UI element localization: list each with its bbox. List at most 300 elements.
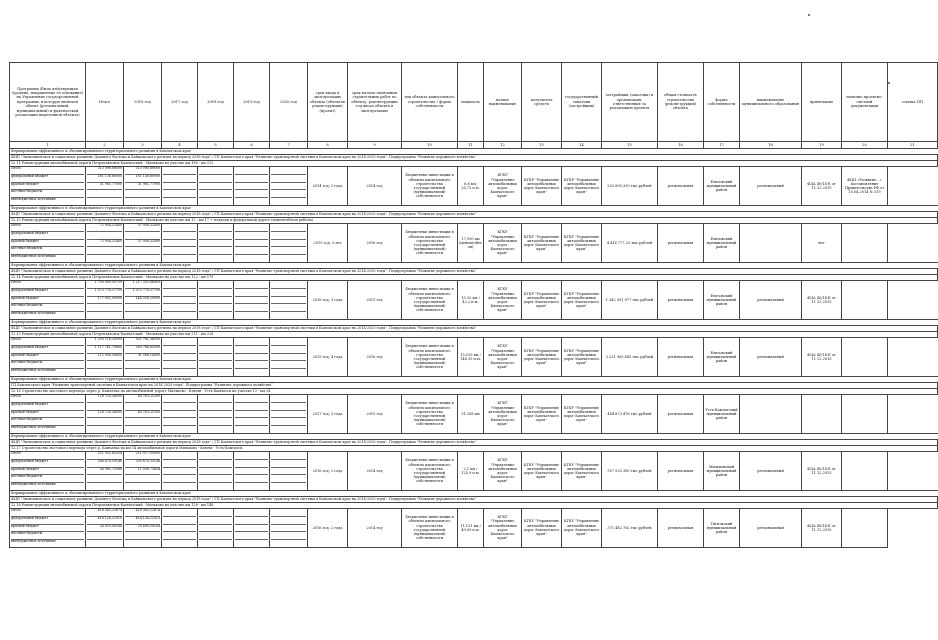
column-number: 18 xyxy=(740,142,802,149)
fin-value xyxy=(163,312,196,319)
fin-value xyxy=(235,369,268,376)
fin-value xyxy=(271,255,306,262)
fin-breakdown xyxy=(163,452,196,490)
fin-value: Итого xyxy=(11,281,84,289)
fin-year-empty xyxy=(234,451,270,490)
fin-breakdown xyxy=(235,224,268,262)
object-row xyxy=(10,337,938,376)
fin-value xyxy=(163,183,196,191)
fin-value: 414 124,22510 xyxy=(125,517,160,525)
fin-breakdown xyxy=(235,452,268,490)
fin-labels xyxy=(10,508,86,547)
fin-value xyxy=(199,460,232,468)
funds-recipient: КГКУ "Управление автомобильных дорог Камчатского края" xyxy=(484,337,522,376)
column-number: 9 xyxy=(348,142,402,149)
column-header: 2018 год xyxy=(198,63,234,142)
fin-value xyxy=(199,183,232,191)
fin-value xyxy=(87,190,122,198)
object-type: Бюджетные инвестиции в объекты капитального строительства государственной (муниципальной) собственности xyxy=(402,451,458,490)
fin-2016 xyxy=(124,451,162,490)
municipality: Елизовский муниципальный район xyxy=(704,280,740,319)
capacity: 15,10 км / 42,2 п.м. xyxy=(458,280,484,319)
column-number: 7 xyxy=(270,142,308,149)
fin-breakdown xyxy=(199,395,232,433)
fin-year-empty xyxy=(162,451,198,490)
fin-value: 91 586,14000 xyxy=(125,354,160,362)
fin-value xyxy=(163,247,196,255)
fin-value xyxy=(163,175,196,183)
column-header: наименование муниципального образования xyxy=(740,63,802,142)
funds-recipient: КГКУ "Управление автомобильных дорог Камчатского края" xyxy=(484,508,522,547)
section-title: Формирование эффективного и сбалансированного территориального развития в Камчатском крае xyxy=(10,205,938,211)
fin-value xyxy=(199,354,232,362)
fin-value: 37 904,32400 xyxy=(125,240,160,248)
column-number: 8 xyxy=(308,142,348,149)
fin-value xyxy=(163,281,196,289)
fin-breakdown xyxy=(271,395,306,433)
fin-value xyxy=(125,540,160,547)
fin-value: 1 073 776,37700 xyxy=(125,289,160,297)
fin-value xyxy=(199,525,232,533)
state-customer: КГКУ "Управление автомобильных дорог Камчатского края" xyxy=(522,394,562,433)
fin-year-empty xyxy=(270,167,308,206)
fin-value xyxy=(199,190,232,198)
fin-value: внебюджетные источники xyxy=(11,425,56,430)
developer: КГКУ "Управление автомобильных дорог Камчатского края" xyxy=(562,394,602,433)
fin-value xyxy=(163,289,196,297)
object-name: 12.17 Строительство мостового перехода через р. Камчатка на км 14 автомобильной дороги Мильково - Ключи - Усть-Камчатск xyxy=(10,445,938,451)
fin-value: Итого xyxy=(11,224,84,232)
fin-year-empty xyxy=(198,337,234,376)
fin-total xyxy=(86,394,124,433)
fin-value xyxy=(271,540,306,547)
note: региональный xyxy=(740,167,802,206)
fin-value xyxy=(235,312,268,319)
fin-value: местные бюджеты xyxy=(11,418,84,426)
fin-value xyxy=(199,369,232,376)
fin-breakdown xyxy=(125,167,160,205)
fin-breakdown xyxy=(235,338,268,376)
fin-value xyxy=(235,304,268,312)
program-ref xyxy=(842,394,888,433)
capacity: 6,6 км; 26,73 п.м. xyxy=(458,167,484,206)
column-header: ссылка ПП xyxy=(888,63,938,142)
fin-value: Итого xyxy=(11,509,84,517)
fin-breakdown xyxy=(199,167,232,205)
fin-value xyxy=(199,247,232,255)
design-docs: ФДА 40/14-Е от 11.12.2015 xyxy=(802,280,842,319)
fin-year-empty xyxy=(198,394,234,433)
fin-value xyxy=(163,198,196,205)
section-title: Формирование эффективного и сбалансированного территориального развития в Камчатском крае xyxy=(10,149,938,155)
fin-value xyxy=(125,190,160,198)
fin-value xyxy=(271,198,306,205)
fin-labels xyxy=(10,394,86,433)
fin-breakdown xyxy=(271,338,306,376)
column-number: 17 xyxy=(704,142,740,149)
fin-breakdown xyxy=(199,224,232,262)
fin-value: федеральный бюджет xyxy=(11,346,84,354)
fin-year-empty xyxy=(234,280,270,319)
commission-term: 2017 год, 3 года xyxy=(308,394,348,433)
fin-breakdown xyxy=(199,452,232,490)
fin-value xyxy=(271,525,306,533)
fin-value xyxy=(163,483,196,490)
fin-year-empty xyxy=(162,508,198,547)
fin-value xyxy=(271,232,306,240)
fin-value xyxy=(271,183,306,191)
fin-value: внебюджетные источники xyxy=(11,539,56,544)
fin-value xyxy=(235,361,268,369)
fin-value xyxy=(235,281,268,289)
fin-breakdown xyxy=(199,338,232,376)
fin-value xyxy=(163,475,196,483)
fin-value: 313 098,88000 xyxy=(87,167,122,175)
fin-value xyxy=(199,304,232,312)
design-docs: нет xyxy=(802,223,842,262)
fin-value xyxy=(87,483,122,490)
fin-value: 24 019,00164 xyxy=(87,525,122,533)
object-type: Бюджетные инвестиции в объекты капитального строительства государственной (муниципальной) собственности xyxy=(402,394,458,433)
column-number: 13 xyxy=(522,142,562,149)
fin-value xyxy=(163,354,196,362)
fin-labels xyxy=(10,167,86,206)
fin-value xyxy=(125,369,160,376)
column-header: полное наименование xyxy=(484,63,522,142)
fin-value: краевой бюджет xyxy=(11,525,84,533)
object-row xyxy=(10,451,938,490)
fin-breakdown xyxy=(11,452,84,490)
ownership: региональная xyxy=(658,280,704,319)
state-customer: КГКУ "Управление автомобильных дорог Камчатского края" xyxy=(522,508,562,547)
fin-year-empty xyxy=(162,280,198,319)
fin-value xyxy=(271,532,306,540)
column-number: 1 xyxy=(10,142,86,149)
fin-value xyxy=(199,395,232,403)
fin-value xyxy=(235,289,268,297)
fin-value xyxy=(87,312,122,319)
fin-value xyxy=(199,509,232,517)
fin-value xyxy=(163,240,196,248)
fin-breakdown xyxy=(11,167,84,205)
object-type: Бюджетные инвестиции в объекты капитального строительства государственной (муниципальной) собственности xyxy=(402,337,458,376)
program-ref xyxy=(842,337,888,376)
municipality: Тигильский муниципальный район xyxy=(704,508,740,547)
fin-value xyxy=(163,525,196,533)
fin-value xyxy=(199,468,232,476)
fin-value: Итого xyxy=(11,395,84,403)
fin-value: местные бюджеты xyxy=(11,475,84,483)
fin-year-empty xyxy=(234,337,270,376)
fin-total xyxy=(86,337,124,376)
fin-value xyxy=(163,403,196,411)
fin-value: 177 002,00000 xyxy=(87,297,122,305)
fin-value xyxy=(271,289,306,297)
fin-value: 1 117 761,79400 xyxy=(87,346,122,354)
fin-value xyxy=(235,255,268,262)
program-title: ГП Камчатского края "Развитие транспортной системы в Камчатском крае на 2014-2020 годы". Подпрограмма "Развитие дорожного хозяйства" xyxy=(10,382,938,388)
fin-value xyxy=(199,483,232,490)
fin-labels xyxy=(10,337,86,376)
fin-value: 313 098,88000 xyxy=(125,167,160,175)
fin-value: федеральный бюджет xyxy=(11,175,84,183)
object-name: 12.15 Реконструкция автомобильной дороги Петропавловск-Камчатский - Мильково на участке км 211 - км 228 xyxy=(10,331,938,337)
commission-term: 2016 год, 3 года xyxy=(308,280,348,319)
fin-value xyxy=(271,175,306,183)
column-header: общая стоимость строительства (реконструкции) объекта xyxy=(658,63,704,142)
fin-value xyxy=(87,247,122,255)
fin-year-empty xyxy=(162,337,198,376)
column-header: мощность xyxy=(458,63,484,142)
fin-value xyxy=(163,346,196,354)
capacity: 51,168 км xyxy=(458,394,484,433)
fin-value xyxy=(271,247,306,255)
section-title: Формирование эффективного и сбалансированного территориального развития в Камчатском крае xyxy=(10,490,938,496)
program-ref xyxy=(842,223,888,262)
fin-breakdown xyxy=(11,395,84,433)
fin-breakdown xyxy=(271,224,306,262)
fin-value: краевой бюджет xyxy=(11,240,84,248)
capacity: 15,019 км / 148,35 п.м. xyxy=(458,337,484,376)
state-customer: КГКУ "Управление автомобильных дорог Камчатского края" xyxy=(522,337,562,376)
fin-labels xyxy=(10,451,86,490)
design-docs: ФДА 40/14-Е от 11.12.2015 xyxy=(802,337,842,376)
fin-value xyxy=(163,167,196,175)
fin-value: Итого xyxy=(11,338,84,346)
total-cost: 532 890,393 тыс.рублей xyxy=(602,167,658,206)
commission-term: 2015 год, 4 года xyxy=(308,337,348,376)
fin-value: 20 600,00164 xyxy=(125,525,160,533)
note: региональный xyxy=(740,280,802,319)
investment-objects-table xyxy=(9,62,938,548)
fin-value: краевой бюджет xyxy=(11,411,84,419)
developer: КГКУ "Управление автомобильных дорог Камчатского края" xyxy=(562,223,602,262)
fin-value: 181 136,60000 xyxy=(125,175,160,183)
fin-value xyxy=(235,483,268,490)
total-cost: 484 873,478 тыс.рублей xyxy=(602,394,658,433)
fin-2016 xyxy=(124,280,162,319)
column-header: 2019 год xyxy=(234,63,270,142)
column-number-row xyxy=(10,142,938,149)
fin-breakdown xyxy=(87,395,122,433)
fin-value xyxy=(271,304,306,312)
fin-value xyxy=(87,198,122,205)
fin-value: федеральный бюджет xyxy=(11,460,84,468)
column-number: 5 xyxy=(198,142,234,149)
fin-value xyxy=(163,232,196,240)
fin-year-empty xyxy=(270,394,308,433)
fin-value: местные бюджеты xyxy=(11,361,84,369)
fin-value: краевой бюджет xyxy=(11,183,84,191)
capacity: 11,151 км / 49,09 п.м. xyxy=(458,508,484,547)
developer: КГКУ "Управление автомобильных дорог Камчатского края" xyxy=(562,167,602,206)
commission-term: 2014 год, 2 года xyxy=(308,167,348,206)
fin-breakdown xyxy=(163,224,196,262)
column-header: получатель средств xyxy=(522,63,562,142)
fin-value: внебюджетные источники xyxy=(11,368,56,373)
design-docs xyxy=(802,394,842,433)
fin-value xyxy=(125,532,160,540)
column-number: 2 xyxy=(86,142,124,149)
fin-breakdown xyxy=(87,452,122,490)
fin-breakdown xyxy=(235,167,268,205)
column-number: 20 xyxy=(842,142,888,149)
works-start: 2014 год xyxy=(348,167,402,206)
fin-breakdown xyxy=(235,395,268,433)
fin-year-empty xyxy=(270,451,308,490)
fin-breakdown xyxy=(125,509,160,547)
fin-breakdown xyxy=(87,281,122,319)
funds-recipient: КГКУ "Управление автомобильных дорог Камчатского края" xyxy=(484,451,522,490)
column-header: примечание xyxy=(802,63,842,142)
fin-value: 31 961,77000 xyxy=(87,183,122,191)
fin-value xyxy=(125,418,160,426)
fin-value xyxy=(271,395,306,403)
fin-breakdown xyxy=(271,509,306,547)
fin-value xyxy=(163,532,196,540)
table-header-row xyxy=(10,63,938,142)
fin-value: краевой бюджет xyxy=(11,354,84,362)
fin-value: местные бюджеты xyxy=(11,304,84,312)
fin-total xyxy=(86,223,124,262)
fin-value xyxy=(199,452,232,460)
column-number: 21 xyxy=(888,142,938,149)
note: региональный xyxy=(740,451,802,490)
fin-year-empty xyxy=(270,280,308,319)
total-cost: 357 520,385 тыс.рублей xyxy=(602,451,658,490)
fin-value xyxy=(235,240,268,248)
fin-value xyxy=(199,297,232,305)
fin-year-empty xyxy=(162,394,198,433)
fin-total xyxy=(86,280,124,319)
fin-breakdown xyxy=(125,224,160,262)
fin-year-empty xyxy=(198,280,234,319)
fin-value: внебюджетные источники xyxy=(11,254,56,259)
works-start: 2014 год xyxy=(348,451,402,490)
column-header: форма собственности xyxy=(704,63,740,142)
fin-year-empty xyxy=(198,223,234,262)
fin-value xyxy=(235,247,268,255)
fin-value xyxy=(163,411,196,419)
fin-value xyxy=(125,247,160,255)
fin-value xyxy=(235,183,268,191)
fin-breakdown xyxy=(235,281,268,319)
fin-value xyxy=(271,452,306,460)
works-start: 2014 год xyxy=(348,508,402,547)
fin-value: 34 981,73388 xyxy=(87,468,122,476)
object-row xyxy=(10,508,938,547)
column-number: 19 xyxy=(802,142,842,149)
fin-value xyxy=(235,190,268,198)
fin-value: 418 343,22674 xyxy=(125,509,160,517)
column-number: 15 xyxy=(602,142,658,149)
fin-value xyxy=(163,224,196,232)
object-name: 12.18 Реконструкция автомобильной дороги Петропавловск-Камчатский - Мильково на участке км 128 - км 148 xyxy=(10,502,938,508)
fin-value xyxy=(199,411,232,419)
object-type: Бюджетные инвестиции в объекты капитального строительства государственной (муниципальной) собственности xyxy=(402,508,458,547)
fin-value xyxy=(271,418,306,426)
fin-value xyxy=(163,361,196,369)
fin-value xyxy=(235,540,268,547)
fin-2016 xyxy=(124,394,162,433)
fin-value xyxy=(87,361,122,369)
developer: КГКУ "Управление автомобильных дорог Камчатского края" xyxy=(562,280,602,319)
object-type: Бюджетные инвестиции в объекты капитального строительства государственной (муниципальной) собственности xyxy=(402,223,458,262)
fin-breakdown xyxy=(11,509,84,547)
fin-value: 11 506,73854 xyxy=(125,468,160,476)
fin-value xyxy=(163,517,196,525)
ownership: региональная xyxy=(658,223,704,262)
fin-breakdown xyxy=(271,167,306,205)
fin-value: 72 904,32400 xyxy=(87,240,122,248)
fin-value xyxy=(163,369,196,376)
section-title: Формирование эффективного и сбалансированного территориального развития в Камчатском крае xyxy=(10,262,938,268)
ownership: региональная xyxy=(658,394,704,433)
column-number: 11 xyxy=(458,142,484,149)
fin-year-empty xyxy=(270,223,308,262)
fin-value: федеральный бюджет xyxy=(11,517,84,525)
fin-value: 211 977,09000 xyxy=(125,452,160,460)
fin-value xyxy=(271,338,306,346)
fin-value: местные бюджеты xyxy=(11,532,84,540)
fin-value xyxy=(87,369,122,376)
fin-year-empty xyxy=(162,223,198,262)
fin-breakdown xyxy=(199,509,232,547)
fin-value: внебюджетные источники xyxy=(11,311,56,316)
municipality: Елизовский муниципальный район xyxy=(704,223,740,262)
fin-value: Итого xyxy=(11,452,84,460)
fin-value xyxy=(199,426,232,433)
fin-value xyxy=(199,312,232,319)
note xyxy=(740,394,802,433)
section-title: Формирование эффективного и сбалансированного территориального развития в Камчатском крае xyxy=(10,433,938,439)
note xyxy=(740,223,802,262)
commission-term: 2015 год, 3 лет xyxy=(308,223,348,262)
program-title: ФЦП "Экономическое и социальное развитие Дальнего Востока и Байкальского региона на период 2018 года" / ГП Камчатского края "Развитие транспортной системы в Камчатском крае на 2014-2020 годы". Подпрограмма "Развитие дорожного хозяйства" xyxy=(10,268,938,274)
column-header: государственный заказчик (застройщик) xyxy=(562,63,602,142)
fin-value xyxy=(199,338,232,346)
design-docs: ФДА 40/14-Е от 11.12.2015 xyxy=(802,167,842,206)
design-docs: ФДА 40/14-Е от 11.12.2015 xyxy=(802,451,842,490)
fin-value: краевой бюджет xyxy=(11,468,84,476)
fin-year-empty xyxy=(234,508,270,547)
fin-value xyxy=(163,297,196,305)
fin-value xyxy=(271,468,306,476)
fin-value xyxy=(163,304,196,312)
object-type: Бюджетные инвестиции в объекты капитального строительства государственной (муниципальной) собственности xyxy=(402,280,458,319)
state-customer: КГКУ "Управление автомобильных дорог Камчатского края" xyxy=(522,280,562,319)
fin-value xyxy=(163,255,196,262)
fin-value xyxy=(163,418,196,426)
column-header: Программа (была действующая (уровень, направление её основание) на Управление государственной программы, в которую включен объект (региональный, муниципальный) и фактической реализации выделенной объекта) xyxy=(10,63,86,142)
fin-value xyxy=(87,540,122,547)
fin-total xyxy=(86,451,124,490)
funds-recipient: КГКУ "Управление автомобильных дорог Камчатского края" xyxy=(484,167,522,206)
fin-value xyxy=(199,475,232,483)
commission-term: 2016 год, 2 года xyxy=(308,508,348,547)
fin-value xyxy=(235,338,268,346)
fin-value: 1 230 716,30000 xyxy=(87,338,122,346)
fin-value: 144 556,29000 xyxy=(125,297,160,305)
fin-breakdown xyxy=(199,281,232,319)
fin-labels xyxy=(10,280,86,319)
fin-value xyxy=(87,426,122,433)
column-header: наличие проектно-сметной документации xyxy=(842,63,888,142)
fin-value xyxy=(87,532,122,540)
fin-value: 1 073 776,37700 xyxy=(87,289,122,297)
fin-value xyxy=(199,232,232,240)
funds-recipient: КГКУ "Управление автомобильных дорог Камчатского края" xyxy=(484,223,522,262)
